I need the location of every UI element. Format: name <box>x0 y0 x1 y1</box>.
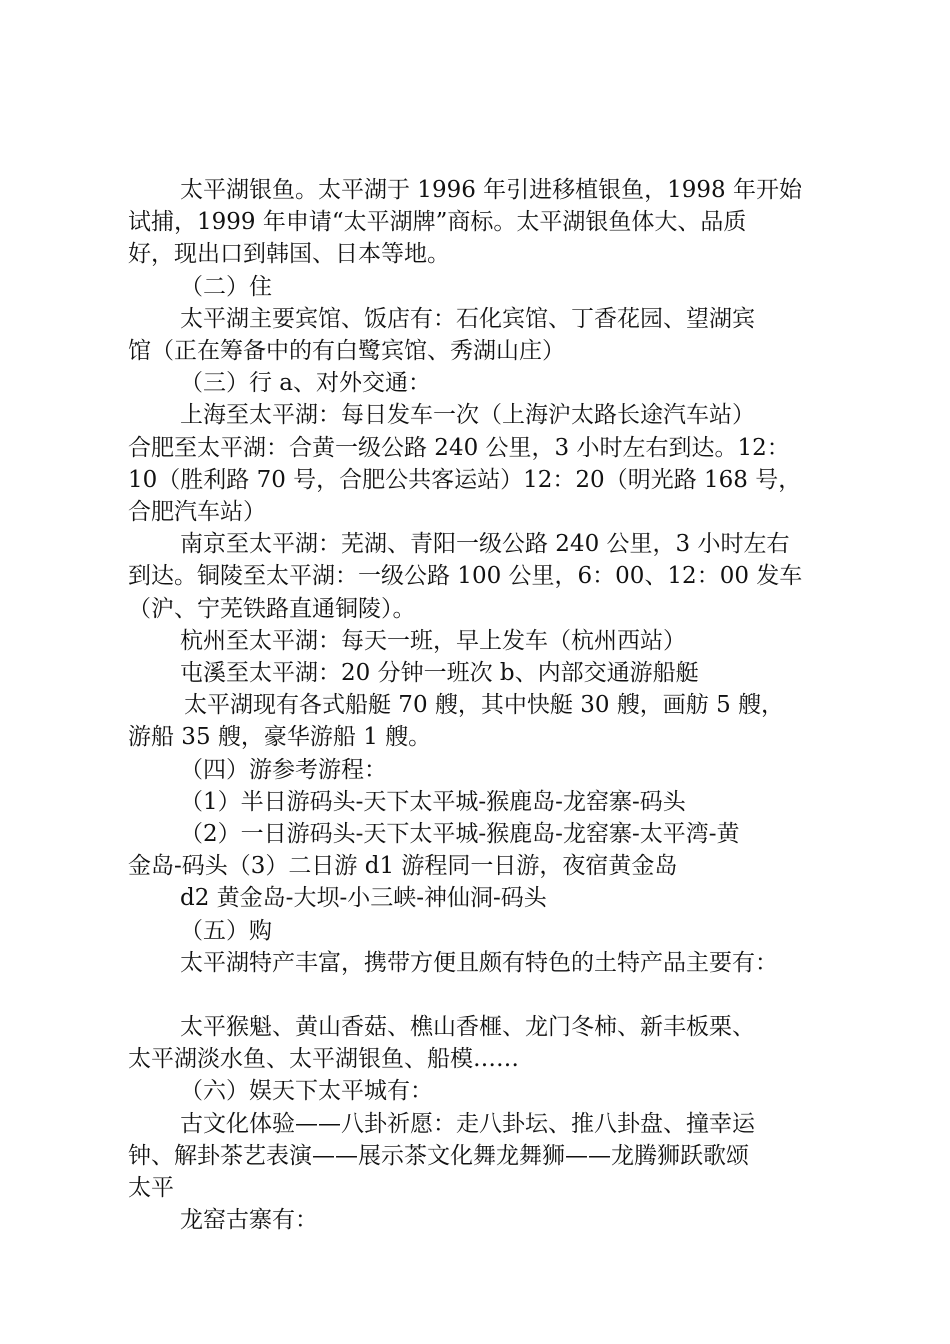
paragraph-line: 太平猴魁、黄山香菇、樵山香榧、龙门冬柿、新丰板栗、 <box>180 1014 755 1041</box>
paragraph-line: 好，现出口到韩国、日本等地。 <box>128 241 450 268</box>
paragraph-line: 上海至太平湖：每日发车一次（上海沪太路长途汽车站） <box>180 402 755 429</box>
paragraph-line: 杭州至太平湖：每天一班，早上发车（杭州西站） <box>180 627 686 654</box>
paragraph-line: 太平湖淡水鱼、太平湖银鱼、船模…… <box>128 1046 519 1073</box>
paragraph-line: d2 黄金岛-大坝-小三峡-神仙洞-码头 <box>180 885 547 912</box>
section-heading-entertainment: （六）娱天下太平城有： <box>180 1078 433 1105</box>
paragraph-line: 太平湖银鱼。太平湖于 1996 年引进移植银鱼，1998 年开始 <box>180 177 802 203</box>
paragraph-line: （沪、宁芜铁路直通铜陵）。 <box>128 595 416 622</box>
section-heading-shop: （五）购 <box>180 917 272 944</box>
paragraph-line: 金岛-码头（3）二日游 d1 游程同一日游，夜宿黄金岛 <box>128 853 678 880</box>
section-heading-travel: （三）行 a、对外交通： <box>180 370 432 397</box>
paragraph-line: 屯溪至太平湖：20 分钟一班次 b、内部交通游船艇 <box>180 660 699 687</box>
paragraph-line: 试捕，1999 年申请“太平湖牌”商标。太平湖银鱼体大、品质 <box>128 209 747 236</box>
paragraph-line: 合肥至太平湖：合黄一级公路 240 公里，3 小时左右到达。12： <box>128 434 790 461</box>
paragraph-line: （1）半日游码头-天下太平城-猴鹿岛-龙窑寨-码头 <box>180 788 686 815</box>
paragraph-line: 到达。铜陵至太平湖：一级公路 100 公里，6：00、12：00 发车 <box>128 563 803 590</box>
paragraph-line: 太平湖特产丰富，携带方便且颇有特色的土特产品主要有： <box>180 949 778 976</box>
paragraph-line: 馆（正在筹备中的有白鹭宾馆、秀湖山庄） <box>128 338 565 365</box>
paragraph-line: 太平湖主要宾馆、饭店有：石化宾馆、丁香花园、望湖宾 <box>180 305 755 332</box>
paragraph-line: 太平 <box>128 1175 174 1202</box>
paragraph-line: （2）一日游码头-天下太平城-猴鹿岛-龙窑寨-太平湾-黄 <box>180 821 740 848</box>
paragraph-line: 钟、解卦茶艺表演——展示茶文化舞龙舞狮——龙腾狮跃歌颂 <box>128 1142 749 1169</box>
paragraph-line: 10（胜利路 70 号，合肥公共客运站）12：20（明光路 168 号， <box>128 466 802 493</box>
paragraph-line: 古文化体验——八卦祈愿：走八卦坛、推八卦盘、撞幸运 <box>180 1110 755 1137</box>
section-heading-stay: （二）住 <box>180 273 272 300</box>
paragraph-line: 南京至太平湖：芜湖、青阳一级公路 240 公里，3 小时左右 <box>180 531 790 558</box>
paragraph-line: 游船 35 艘，豪华游船 1 艘。 <box>128 724 432 751</box>
document-body <box>128 174 838 1237</box>
paragraph-line: 龙窑古寨有： <box>180 1207 318 1234</box>
blank-line <box>128 979 838 1011</box>
paragraph-line: 合肥汽车站） <box>128 499 266 526</box>
paragraph-line: 太平湖现有各式船艇 70 艘，其中快艇 30 艘，画舫 5 艘， <box>184 692 785 719</box>
section-heading-tour: （四）游参考游程： <box>180 756 387 783</box>
